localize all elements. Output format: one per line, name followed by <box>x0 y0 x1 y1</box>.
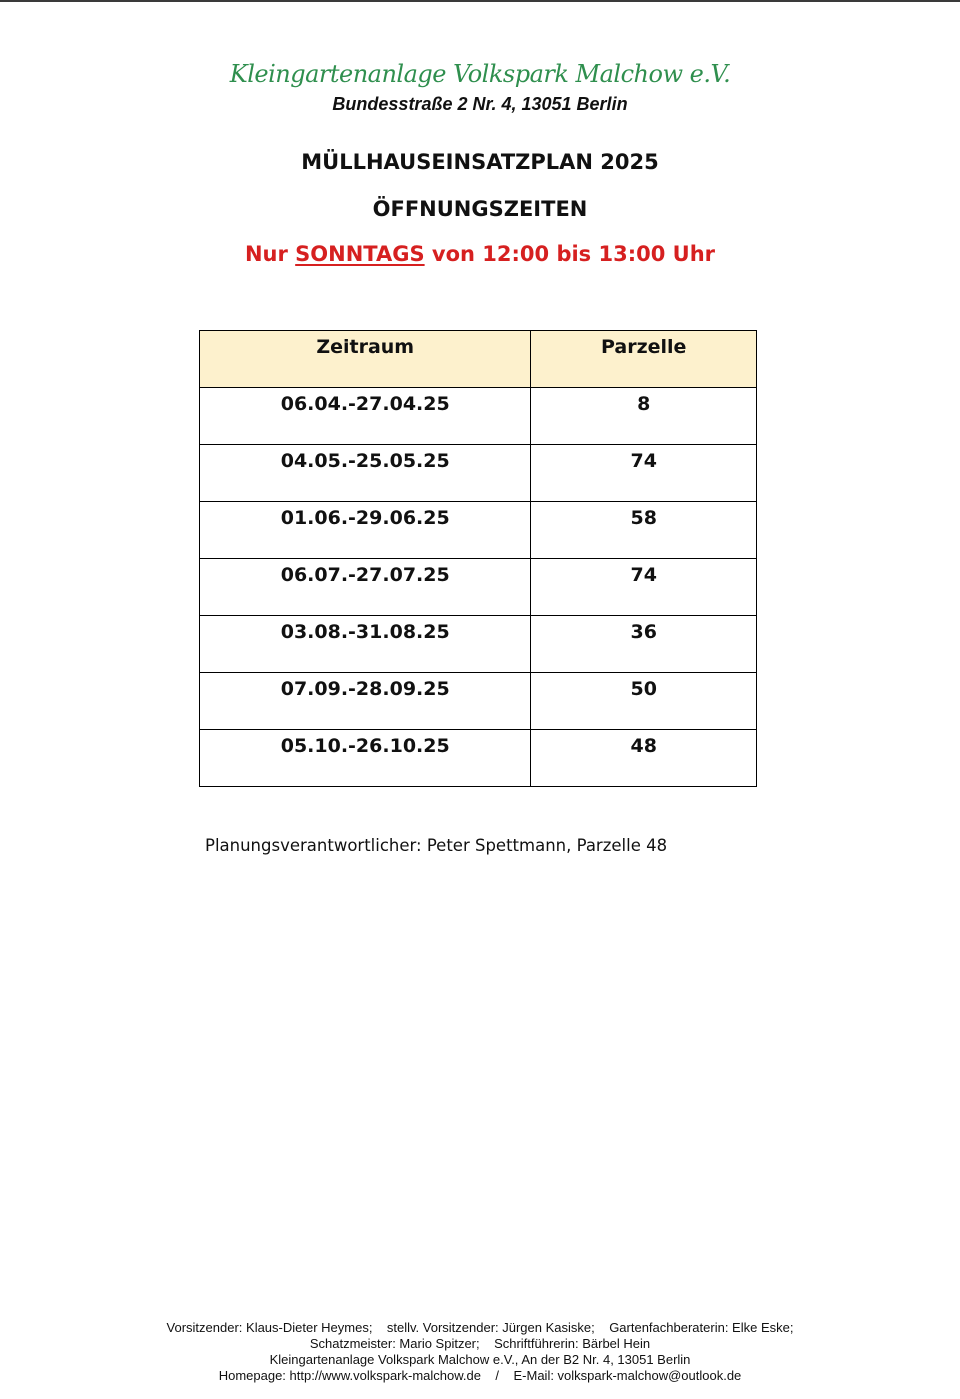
header-parzelle: Parzelle <box>531 331 757 388</box>
plot-cell: 36 <box>531 616 757 673</box>
notice-prefix: Nur <box>244 242 296 266</box>
plot-cell: 74 <box>531 559 757 616</box>
table-row <box>200 616 757 673</box>
opening-hours-title: ÖFFNUNGSZEITEN <box>372 197 588 221</box>
table-row <box>200 673 757 730</box>
table-header-row <box>200 331 757 388</box>
organization-address: Bundesstraße 2 Nr. 4, 13051 Berlin <box>332 94 628 114</box>
footer-line-contact: Homepage: http://www.volkspark-malchow.de / E-Mail: volkspark-malchow@outlook.de <box>218 1368 742 1383</box>
table-row <box>200 502 757 559</box>
table-row <box>200 730 757 787</box>
opening-hours-notice <box>0 242 960 266</box>
schedule-table <box>199 330 757 787</box>
header-zeitraum: Zeitraum <box>200 331 531 388</box>
footer <box>0 1320 960 1384</box>
footer-line-board: Vorsitzender: Klaus-Dieter Heymes; stellv. Vorsitzender: Jürgen Kasiske; Gartenfachberaterin: Elke Eske; <box>166 1320 794 1335</box>
plot-cell: 48 <box>531 730 757 787</box>
period-cell: 01.06.-29.06.25 <box>200 502 531 559</box>
period-cell: 07.09.-28.09.25 <box>200 673 531 730</box>
notice-highlight: SONNTAGS <box>295 242 425 266</box>
period-cell: 06.07.-27.07.25 <box>200 559 531 616</box>
plot-cell: 58 <box>531 502 757 559</box>
organization-name: Kleingartenanlage Volkspark Malchow e.V. <box>229 60 731 88</box>
planning-responsible: Planungsverantwortlicher: Peter Spettmann, Parzelle 48 <box>205 836 668 855</box>
table-row <box>200 445 757 502</box>
period-cell: 03.08.-31.08.25 <box>200 616 531 673</box>
plan-title: MÜLLHAUSEINSATZPLAN 2025 <box>301 150 659 174</box>
footer-line-address: Kleingartenanlage Volkspark Malchow e.V., An der B2 Nr. 4, 13051 Berlin <box>269 1352 691 1367</box>
footer-line-officers: Schatzmeister: Mario Spitzer; Schriftführerin: Bärbel Hein <box>309 1336 651 1351</box>
period-cell: 05.10.-26.10.25 <box>200 730 531 787</box>
plot-cell: 8 <box>531 388 757 445</box>
period-cell: 06.04.-27.04.25 <box>200 388 531 445</box>
plot-cell: 74 <box>531 445 757 502</box>
plot-cell: 50 <box>531 673 757 730</box>
table-row <box>200 559 757 616</box>
top-border-line <box>0 0 960 2</box>
table-row <box>200 388 757 445</box>
period-cell: 04.05.-25.05.25 <box>200 445 531 502</box>
notice-suffix: von 12:00 bis 13:00 Uhr <box>424 242 716 266</box>
